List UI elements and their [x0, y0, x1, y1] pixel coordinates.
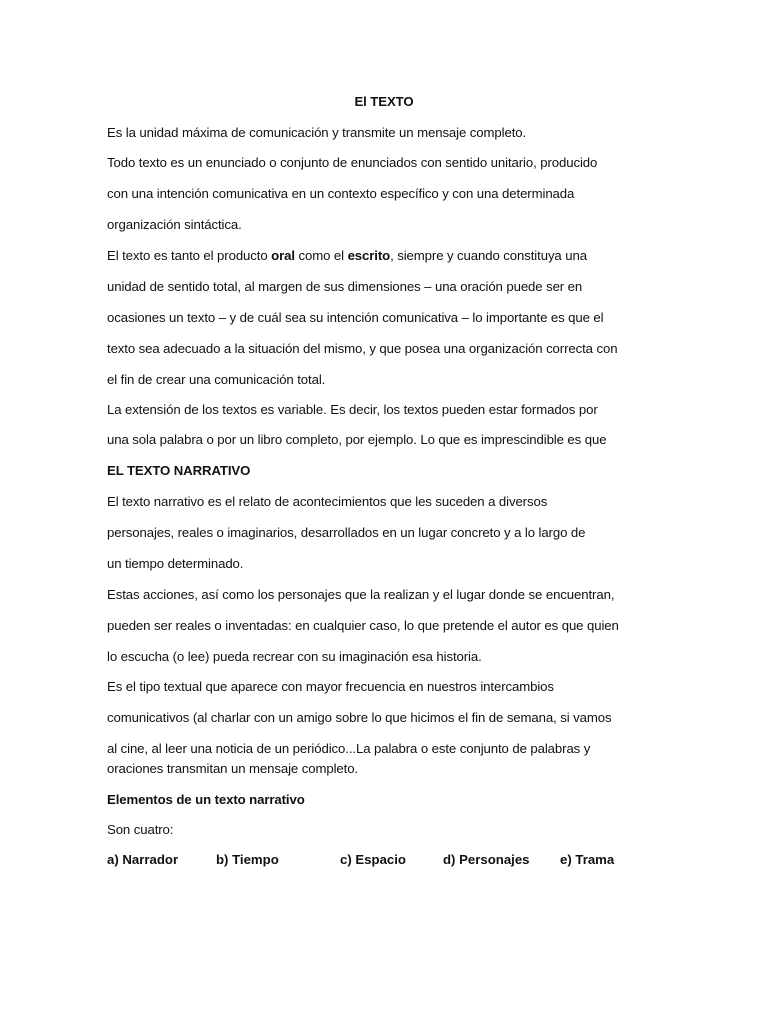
document-title: El TEXTO	[354, 94, 414, 109]
elements-intro: Son cuatro:	[107, 822, 174, 837]
paragraph-line: La extensión de los textos es variable. Es decir, los textos pueden estar formados por	[107, 402, 598, 417]
paragraph-line: oraciones transmitan un mensaje completo.	[107, 761, 358, 776]
section-heading-elementos: Elementos de un texto narrativo	[107, 792, 305, 807]
element-tiempo: b) Tiempo	[216, 852, 279, 867]
paragraph-line: un tiempo determinado.	[107, 556, 244, 571]
paragraph-line: una sola palabra o por un libro completo, por ejemplo. Lo que es imprescindible es que	[107, 432, 607, 447]
element-narrador: a) Narrador	[107, 852, 179, 867]
paragraph-line: Es el tipo textual que aparece con mayor frecuencia en nuestros intercambios	[107, 679, 554, 694]
paragraph-line: organización sintáctica.	[107, 217, 242, 232]
paragraph-line: texto sea adecuado a la situación del mismo, y que posea una organización correcta con	[107, 341, 618, 356]
paragraph-line: lo escucha (o lee) pueda recrear con su imaginación esa historia.	[107, 649, 482, 664]
bold-word-oral: oral	[271, 248, 295, 263]
text-span: El texto es tanto el producto	[107, 248, 272, 263]
paragraph-line: comunicativos (al charlar con un amigo sobre lo que hicimos el fin de semana, si vamos	[107, 710, 612, 725]
element-trama: e) Trama	[560, 852, 615, 867]
paragraph-line: Todo texto es un enunciado o conjunto de enunciados con sentido unitario, producido	[107, 155, 598, 170]
element-espacio: c) Espacio	[340, 852, 406, 867]
paragraph-line: el fin de crear una comunicación total.	[107, 372, 326, 387]
paragraph-line: Estas acciones, así como los personajes que la realizan y el lugar donde se encuentran,	[107, 587, 615, 602]
paragraph-line: personajes, reales o imaginarios, desarrollados en un lugar concreto y a lo largo de	[107, 525, 586, 540]
element-personajes: d) Personajes	[443, 852, 530, 867]
bold-word-escrito: escrito	[347, 248, 391, 263]
paragraph-line	[107, 248, 587, 264]
paragraph-line: unidad de sentido total, al margen de sus dimensiones – una oración puede ser en	[107, 279, 583, 294]
paragraph-line: pueden ser reales o inventadas: en cualquier caso, lo que pretende el autor es que quien	[107, 618, 619, 633]
paragraph-line: ocasiones un texto – y de cuál sea su intención comunicativa – lo importante es que el	[107, 310, 604, 325]
paragraph-definition: Es la unidad máxima de comunicación y transmite un mensaje completo.	[107, 125, 527, 140]
paragraph-line: al cine, al leer una noticia de un periódico...La palabra o este conjunto de palabras y	[107, 741, 591, 756]
text-span: , siempre y cuando constituya una	[390, 248, 587, 263]
section-heading-narrativo: EL TEXTO NARRATIVO	[107, 463, 251, 478]
paragraph-line: con una intención comunicativa en un contexto específico y con una determinada	[107, 186, 575, 201]
text-span: como el	[294, 248, 348, 263]
paragraph-line: El texto narrativo es el relato de acontecimientos que les suceden a diversos	[107, 494, 548, 509]
